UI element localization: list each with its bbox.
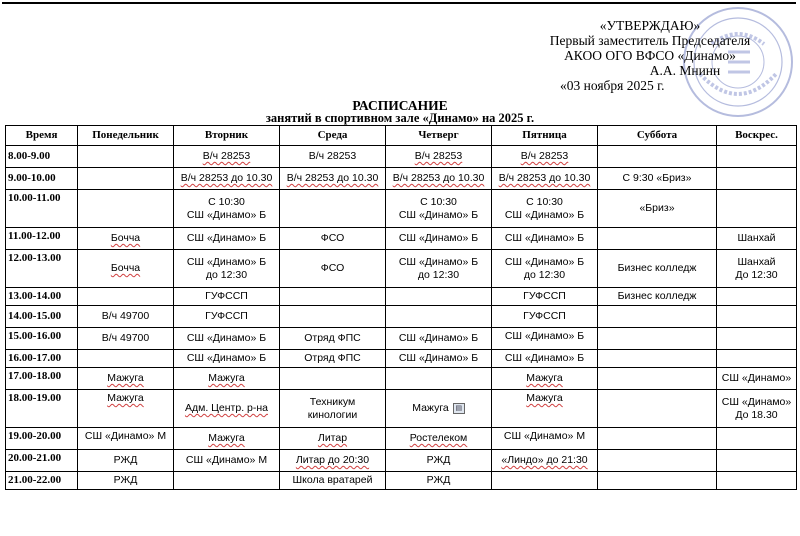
cell-text: РЖД [113,474,138,486]
cell-text: ГУФССП [523,290,566,302]
cell-friday [492,306,598,328]
table-row [6,450,797,472]
approval-line-organization: АКОО ОГО ВФСО «Динамо» [564,48,736,63]
cell-text: Мажуга [107,372,144,384]
cell-text: ФСО [320,262,345,274]
cell-text: СШ «Динамо» Б [504,255,585,268]
cell-saturday [598,390,717,428]
cell-friday [492,450,598,472]
table-row [6,190,797,228]
approval-line-position: Первый заместитель Председателя [549,33,751,48]
cell-monday [78,146,174,168]
cell-friday [492,288,598,306]
cell-sunday [717,250,797,288]
cell-tuesday [174,190,280,228]
document-title: РАСПИСАНИЕ [352,98,448,113]
cell-text: В/ч 49700 [101,332,150,344]
cell-text: Шанхай [737,255,776,268]
cell-text: Литар до 20:30 [295,454,370,466]
paste-options-icon[interactable]: ▤ [453,403,465,414]
table-row [6,328,797,350]
cell-sunday [717,428,797,450]
cell-text: Шанхай [737,232,776,244]
cell-sunday [717,190,797,228]
cell-thursday [386,428,492,450]
cell-wednesday [280,472,386,490]
cell-tuesday [174,288,280,306]
header-friday: Пятница [492,126,598,146]
cell-tuesday [174,390,280,428]
cell-sunday [717,146,797,168]
approval-line-name: А.А. Мнинн [649,63,721,78]
cell-wednesday [280,288,386,306]
approval-line-approve: «УТВЕРЖДАЮ» [599,18,701,33]
time-cell: 14.00-15.00 [6,306,78,328]
cell-thursday [386,390,492,428]
header-thursday: Четверг [386,126,492,146]
cell-text: Мажуга [412,402,449,414]
cell-thursday [386,168,492,190]
cell-tuesday [174,168,280,190]
cell-text: Школа вратарей [292,474,373,486]
cell-sunday [717,288,797,306]
cell-wednesday [280,168,386,190]
cell-tuesday [174,450,280,472]
cell-text: С 9:30 «Бриз» [622,172,692,184]
time-cell: 15.00-16.00 [6,328,78,350]
header-sunday: Воскрес. [717,126,797,146]
cell-text: Мажуга [107,392,144,404]
cell-sunday [717,168,797,190]
cell-sunday [717,350,797,368]
cell-friday [492,350,598,368]
cell-text: ГУФССП [523,310,566,322]
cell-text: До 18.30 [735,408,778,421]
cell-wednesday [280,390,386,428]
document-subtitle: занятий в спортивном зале «Динамо» на 2025 г. [265,111,535,125]
cell-text: ГУФССП [205,290,248,302]
cell-text: СШ «Динамо» М [185,454,268,466]
cell-text: до 12:30 [417,268,460,281]
cell-sunday [717,228,797,250]
cell-monday [78,472,174,490]
cell-text: Бочча [110,262,141,274]
cell-text: ФСО [320,232,345,244]
cell-monday [78,168,174,190]
time-cell: 17.00-18.00 [6,368,78,390]
table-header-row [6,126,797,146]
cell-sunday [717,306,797,328]
cell-text: Бизнес колледж [617,290,697,302]
cell-wednesday [280,190,386,228]
cell-text: кинологии [307,408,358,421]
cell-friday [492,428,598,450]
cell-tuesday [174,228,280,250]
cell-text: СШ «Динамо» Б [186,232,267,244]
cell-friday [492,250,598,288]
cell-text: СШ «Динамо» [721,372,792,384]
cell-wednesday [280,306,386,328]
cell-text: Литар [317,432,348,444]
cell-text: В/ч 28253 до 10.30 [286,172,379,184]
cell-text: Ростелеком [409,432,468,444]
cell-text: До 12:30 [735,268,778,281]
cell-text: СШ «Динамо» [721,395,792,408]
cell-saturday [598,190,717,228]
table-row [6,350,797,368]
cell-thursday [386,190,492,228]
table-row [6,168,797,190]
cell-friday [492,146,598,168]
time-cell: 16.00-17.00 [6,350,78,368]
table-row [6,250,797,288]
cell-text: Отряд ФПС [304,352,361,364]
cell-thursday [386,288,492,306]
cell-sunday [717,328,797,350]
cell-tuesday [174,368,280,390]
cell-text: Бочча [110,232,141,244]
cell-tuesday [174,250,280,288]
table-row [6,288,797,306]
cell-saturday [598,168,717,190]
cell-monday [78,250,174,288]
cell-saturday [598,328,717,350]
cell-text: В/ч 49700 [101,310,150,322]
schedule-table [5,125,797,490]
cell-text: В/ч 28253 [520,150,569,162]
cell-text: В/ч 28253 [414,150,463,162]
time-cell: 18.00-19.00 [6,390,78,428]
cell-monday [78,350,174,368]
cell-wednesday [280,450,386,472]
cell-monday [78,390,174,428]
cell-text: Отряд ФПС [304,332,361,344]
cell-monday [78,328,174,350]
cell-text: Бизнес колледж [617,262,697,274]
cell-thursday [386,472,492,490]
cell-tuesday [174,328,280,350]
cell-text: В/ч 28253 [202,150,251,162]
cell-text: СШ «Динамо» Б [186,332,267,344]
cell-wednesday [280,146,386,168]
cell-thursday [386,146,492,168]
cell-tuesday [174,306,280,328]
cell-thursday [386,306,492,328]
cell-text: Мажуга [208,372,245,384]
table-row [6,368,797,390]
cell-text: С 10:30 [420,195,457,208]
cell-monday [78,450,174,472]
cell-text: Мажуга [208,432,245,444]
cell-sunday [717,390,797,428]
cell-text: СШ «Динамо» Б [504,352,585,364]
cell-text: СШ «Динамо» Б [186,255,267,268]
cell-text: «Бриз» [639,202,675,214]
header-saturday: Суббота [598,126,717,146]
cell-thursday [386,250,492,288]
time-cell: 8.00-9.00 [6,146,78,168]
cell-thursday [386,228,492,250]
cell-monday [78,306,174,328]
cell-text: СШ «Динамо» Б [398,255,479,268]
cell-sunday [717,368,797,390]
cell-text: Адм. Центр. р-на [184,402,269,414]
cell-text: СШ «Динамо» Б [186,208,267,221]
cell-saturday [598,228,717,250]
cell-friday [492,368,598,390]
header-time: Время [6,126,78,146]
table-row [6,306,797,328]
cell-thursday [386,368,492,390]
cell-text: СШ «Динамо» Б [398,232,479,244]
time-cell: 12.00-13.00 [6,250,78,288]
cell-monday [78,288,174,306]
cell-wednesday [280,250,386,288]
cell-sunday [717,472,797,490]
cell-text: В/ч 28253 до 10.30 [498,172,591,184]
cell-text: Техникум [309,395,356,408]
table-row [6,472,797,490]
cell-saturday [598,368,717,390]
cell-text: ГУФССП [205,310,248,322]
cell-text: до 12:30 [523,268,566,281]
time-cell: 9.00-10.00 [6,168,78,190]
cell-wednesday [280,228,386,250]
cell-text: СШ «Динамо» Б [504,208,585,221]
cell-text: СШ «Динамо» Б [398,352,479,364]
cell-text: В/ч 28253 до 10.30 [392,172,485,184]
cell-wednesday [280,350,386,368]
time-cell: 10.00-11.00 [6,190,78,228]
table-row [6,428,797,450]
cell-friday [492,390,598,428]
cell-text: СШ «Динамо» Б [504,232,585,244]
cell-monday [78,228,174,250]
cell-monday [78,428,174,450]
cell-text: «Линдо» до 21:30 [501,454,588,466]
cell-text: РЖД [113,454,138,466]
cell-text: СШ «Динамо» М [84,430,167,442]
cell-saturday [598,146,717,168]
header-monday: Понедельник [78,126,174,146]
header-wednesday: Среда [280,126,386,146]
cell-saturday [598,472,717,490]
time-cell: 13.00-14.00 [6,288,78,306]
cell-tuesday [174,146,280,168]
cell-tuesday [174,472,280,490]
cell-wednesday [280,368,386,390]
table-row [6,146,797,168]
cell-text: Мажуга [526,372,563,384]
cell-tuesday [174,428,280,450]
cell-wednesday [280,328,386,350]
cell-friday [492,168,598,190]
cell-text: В/ч 28253 [308,150,357,162]
cell-friday [492,472,598,490]
cell-saturday [598,428,717,450]
cell-monday [78,368,174,390]
cell-saturday [598,450,717,472]
cell-thursday [386,328,492,350]
cell-wednesday [280,428,386,450]
cell-text: В/ч 28253 до 10.30 [180,172,273,184]
time-cell: 11.00-12.00 [6,228,78,250]
cell-text: РЖД [426,474,451,486]
cell-thursday [386,350,492,368]
cell-monday [78,190,174,228]
cell-friday [492,228,598,250]
cell-text: СШ «Динамо» Б [504,330,585,342]
table-row [6,228,797,250]
cell-friday [492,328,598,350]
cell-saturday [598,288,717,306]
cell-friday [492,190,598,228]
cell-saturday [598,350,717,368]
cell-text: РЖД [426,454,451,466]
cell-text: С 10:30 [208,195,245,208]
cell-text: СШ «Динамо» Б [186,352,267,364]
cell-text: СШ «Динамо» Б [398,208,479,221]
table-row [6,390,797,428]
cell-text: СШ «Динамо» Б [398,332,479,344]
approval-block [520,18,780,93]
header-tuesday: Вторник [174,126,280,146]
cell-text: СШ «Динамо» М [503,430,586,442]
cell-text: С 10:30 [526,195,563,208]
time-cell: 20.00-21.00 [6,450,78,472]
cell-sunday [717,450,797,472]
cell-text: Мажуга [526,392,563,404]
cell-tuesday [174,350,280,368]
time-cell: 21.00-22.00 [6,472,78,490]
cell-thursday [386,450,492,472]
time-cell: 19.00-20.00 [6,428,78,450]
approval-line-date: «03 ноября 2025 г. [560,78,665,93]
cell-text: до 12:30 [205,268,248,281]
cell-saturday [598,306,717,328]
cell-saturday [598,250,717,288]
